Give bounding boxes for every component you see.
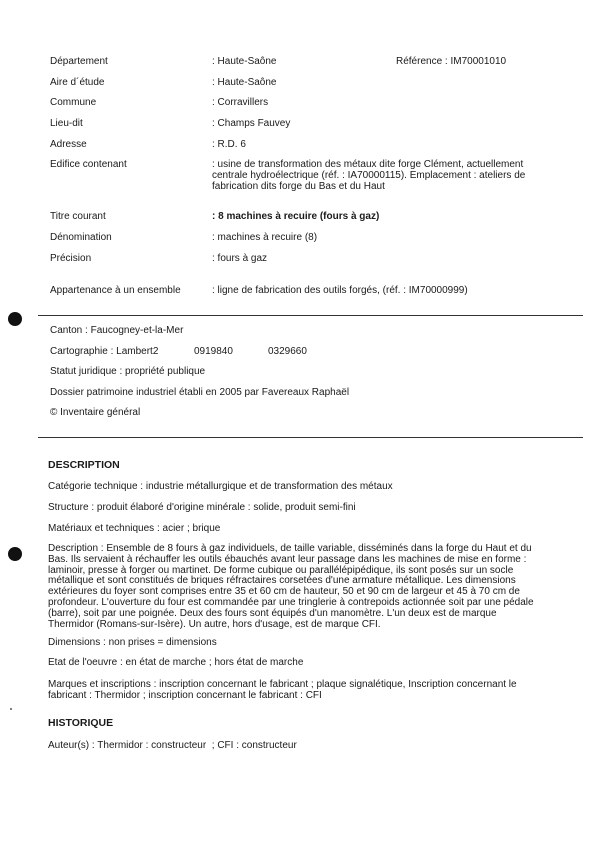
field-label-aire-etude: Aire d´étude <box>50 77 105 88</box>
field-value-lieu-dit: : Champs Fauvey <box>212 118 291 129</box>
field-label-titre-courant: Titre courant <box>50 211 106 222</box>
condition-line: Etat de l'oeuvre : en état de marche ; hors état de marche <box>48 657 304 668</box>
field-value-departement: : Haute-Saône <box>212 56 277 67</box>
inscriptions-line: Marques et inscriptions : inscription concernant le fabricant ; plaque signalétique, Inscription concernant le fabricant : Thermidor ; inscription concernant le fabricant : CFI <box>48 679 517 702</box>
field-value-denomination: : machines à recuire (8) <box>212 232 318 243</box>
field-label-appartenance: Appartenance à un ensemble <box>50 285 181 296</box>
punch-hole-top <box>8 312 22 326</box>
cartography-x: 0919840 <box>194 346 233 357</box>
cartography-label: Cartographie : Lambert2 <box>50 346 159 357</box>
dossier-line: Dossier patrimoine industriel établi en 2005 par Favereaux Raphaël <box>50 387 350 398</box>
authors-line: Auteur(s) : Thermidor : constructeur ; CFI : constructeur <box>48 740 297 751</box>
description-title: DESCRIPTION <box>48 459 120 471</box>
field-value-appartenance: : ligne de fabrication des outils forgés, (réf. : IM70000999) <box>212 285 468 296</box>
materials-line: Matériaux et techniques : acier ; brique <box>48 523 221 534</box>
field-value-aire-etude: : Haute-Saône <box>212 77 277 88</box>
field-value-precision: : fours à gaz <box>212 253 268 264</box>
field-value-commune: : Corravillers <box>212 97 269 108</box>
category-line: Catégorie technique : industrie métallurgique et de transformation des métaux <box>48 481 393 492</box>
dimensions-line: Dimensions : non prises = dimensions <box>48 637 217 648</box>
field-value-titre-courant: : 8 machines à recuire (fours à gaz) <box>212 211 380 222</box>
legal-status-line: Statut juridique : propriété publique <box>50 366 206 377</box>
field-label-precision: Précision <box>50 253 92 264</box>
description-text: Description : Ensemble de 8 fours à gaz individuels, de taille variable, disséminés dans la forge du Haut et du Bas. Ils servaient à réchauffer les outils ébauchés avant leur passage dans les machines de mise en forme : laminoir, presse à forger ou martinet. De forme cubique ou parallélépipédique, ils sont posés sur un socle métallique et sont constitués de briques réfractaires corsetées d'une armature métallique. Les dimensions extérieures du foyer sont comprises entre 35 et 60 cm de hauteur, 50 et 90 cm de largeur et 45 à 70 cm de profondeur. L'ouverture du four est commandée par une tringlerie à contrepoids actionnée soit par une pédale (barre), soit par une poignée. Deux des fours sont équipés d'un manomètre. L'un deux est de marque Thermidor (Romans-sur-Isère). Un autre, hors d'usage, est de marque CFI. <box>48 543 534 630</box>
field-label-commune: Commune <box>50 97 97 108</box>
field-label-lieu-dit: Lieu-dit <box>50 118 83 129</box>
divider-middle <box>38 437 583 438</box>
cartography-y: 0329660 <box>268 346 307 357</box>
canton-line: Canton : Faucogney-et-la-Mer <box>50 325 184 336</box>
reference-number: Référence : IM70001010 <box>396 56 507 67</box>
punch-hole-bottom <box>8 547 22 561</box>
copyright-line: © Inventaire général <box>50 407 141 418</box>
structure-line: Structure : produit élaboré d'origine minérale : solide, produit semi-fini <box>48 502 356 513</box>
field-label-adresse: Adresse <box>50 139 87 150</box>
field-label-departement: Département <box>50 56 108 67</box>
field-value-edifice: : usine de transformation des métaux dite forge Clément, actuellement centrale hydroélectrique (réf. : IA70000115). Emplacement : ateliers de fabrication dits forge du Bas et du Haut <box>212 159 526 193</box>
divider-top <box>38 315 583 316</box>
field-value-adresse: : R.D. 6 <box>212 139 246 150</box>
historique-title: HISTORIQUE <box>48 717 114 729</box>
field-label-edifice: Edifice contenant <box>50 159 127 170</box>
scan-speck <box>10 708 12 710</box>
field-label-denomination: Dénomination <box>50 232 112 243</box>
